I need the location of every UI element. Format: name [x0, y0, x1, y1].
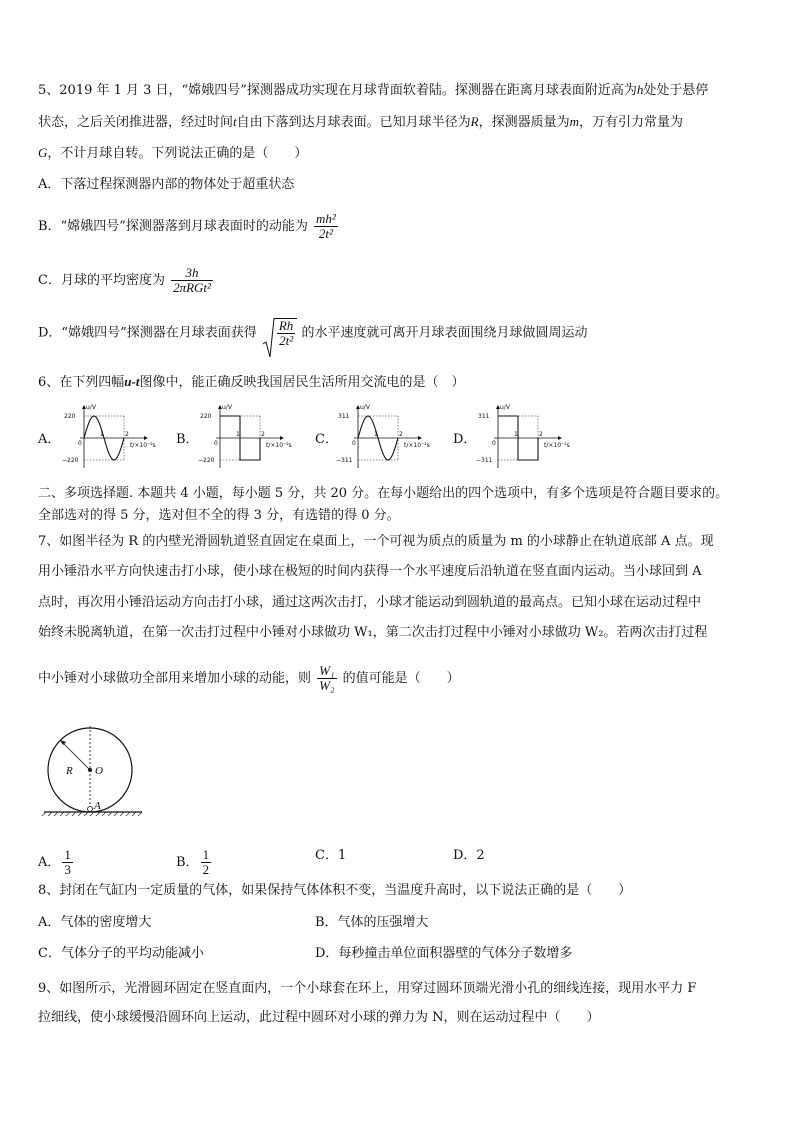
q7-line2: 用小锤沿水平方向快速击打小球，使小球在极短的时间内获得一个水平速度后沿轨道在竖直面内运动。当小球回到 A	[38, 564, 702, 579]
q5-c-fraction: $\frac{3h}{\text{2πRGt²}}$	[173, 265, 211, 295]
q8-option-b: B．气体的压强增大	[315, 915, 429, 930]
q7-line1: 7、如图半径为 R 的内壁光滑圆轨道竖直固定在桌面上，一个可视为质点的质量为 m 的小球静止在轨道底部 A 点。现	[38, 534, 714, 549]
x-axis-arrow-icon	[280, 436, 284, 440]
x-axis-label: t/×10⁻²s	[266, 442, 292, 449]
q5-option-d: D．“嫦娥四号”探测器在月球表面获得 $\frac{Rh}{\text{2t²}}$ 的水平速度就可离开月球表面围绕月球做圆周运动	[38, 318, 587, 348]
sqrt-icon	[263, 318, 275, 358]
q6-stem: 6、在下列四幅u-t图像中，能正确反映我国居民生活所用交流电的是（ ）	[38, 374, 465, 390]
q5-option-c: C．月球的平均密度为 $\frac{3h}{\text{2πRGt²}}$	[38, 265, 211, 295]
q7-option-c: C．1	[315, 848, 347, 863]
q5-d-sqrt: $\frac{Rh}{\text{2t²}}$	[263, 318, 297, 348]
q7-line3: 点时，再次用小锤沿运动方向击打小球，通过这两次击打，小球才能运动到圆轨道的最高点。已知小球在运动过程中	[38, 595, 702, 610]
x-axis-arrow-icon	[418, 436, 422, 440]
q8-option-c: C．气体分子的平均动能减小	[38, 946, 204, 961]
tick-label: 2	[399, 431, 403, 438]
y-axis-label: u/V	[360, 404, 370, 411]
section2-line1: 二、多项选择题. 本题共 4 小题，每小题 5 分，共 20 分。在每小题给出的四个选项中，有多个选项是符合题目要求的。	[38, 486, 729, 501]
q6-graph-c	[336, 402, 436, 472]
q7-option-a: A． $\frac{1}{3}$	[38, 847, 71, 877]
q6-graph-b	[198, 402, 298, 472]
q8-option-d: D．每秒撞击单位面积器壁的气体分子数增多	[315, 946, 573, 961]
origin-label: 0	[214, 440, 218, 447]
x-axis-label: t/×10⁻²s	[130, 442, 156, 449]
tick-label: 1	[236, 431, 240, 438]
q7-line5: 中小锤对小球做功全部用来增加小球的动能，则 $\frac{\text{W₁}}{\text{W₂}}$ 的值可能是（ ）	[38, 663, 460, 693]
y-axis-label: u/V	[222, 404, 232, 411]
bottom-value-label: −311	[476, 457, 493, 464]
tick-label: 1	[514, 431, 518, 438]
q7-figure-o-label: O	[95, 765, 103, 777]
y-axis-label: u/V	[86, 404, 96, 411]
y-axis-label: u/V	[500, 404, 510, 411]
bottom-value-label: −220	[198, 457, 215, 464]
q6-option-d-label: D．	[453, 432, 477, 447]
tick-label: 2	[261, 431, 265, 438]
q5-b-fraction: $\frac{\text{mh²}}{\text{2t²}}$	[316, 211, 336, 241]
q6-option-c-label: C．	[315, 432, 338, 447]
q5-line1: 5、2019 年 1 月 3 日，“嫦娥四号”探测器成功实现在月球背面软着陆。探测器在距离月球表面附近高为h处处于悬停	[38, 82, 709, 98]
section2-line2: 全部选对的得 5 分，选对但不全的得 3 分，有选错的得 0 分。	[38, 508, 400, 523]
q5-option-b: B．“嫦娥四号”探测器落到月球表面时的动能为 $\frac{\text{mh²}}{\text{2t²}}$	[38, 211, 336, 241]
q9-line2: 拉细线，使小球缓慢沿圆环向上运动，此过程中圆环对小球的弹力为 N，则在运动过程中（ ）	[38, 1010, 600, 1025]
q5-option-a: A．下落过程探测器内部的物体处于超重状态	[38, 177, 295, 192]
origin-label: 0	[78, 440, 82, 447]
q9-line1: 9、如图所示，光滑圆环固定在竖直面内，一个小球套在环上，用穿过圆环顶端光滑小孔的细线连接，现用水平力 F	[38, 981, 697, 996]
x-axis-label: t/×10⁻²s	[404, 442, 430, 449]
x-axis-label: t/×10⁻²s	[544, 442, 570, 449]
q6-option-a-label: A．	[38, 432, 61, 447]
q6-graph-a	[62, 402, 162, 472]
q5-h: h	[636, 82, 644, 97]
q7-figure-a-label: A	[94, 800, 101, 812]
q6-graph-d	[476, 402, 576, 472]
q7-figure-r-label: R	[66, 765, 73, 777]
top-value-label: 311	[478, 413, 490, 420]
q7-option-d: D．2	[453, 848, 485, 863]
q5-line3: G，不计月球自转。下列说法正确的是（ ）	[38, 145, 308, 161]
x-axis-arrow-icon	[144, 436, 148, 440]
q8-option-a: A．气体的密度增大	[38, 915, 152, 930]
bottom-value-label: −311	[336, 457, 353, 464]
origin-label: 0	[352, 440, 356, 447]
q8-stem: 8、封闭在气缸内一定质量的气体，如果保持气体体积不变，当温度升高时，以下说法正确的是（ ）	[38, 883, 632, 898]
q7-line4: 始终未脱离轨道，在第一次击打过程中小锤对小球做功 W₁，第二次击打过程中小锤对小球做功 W₂。若两次击打过程	[38, 625, 708, 640]
tick-label: 1	[374, 431, 378, 438]
bottom-value-label: −220	[62, 457, 79, 464]
q7-option-b: B． $\frac{1}{2}$	[176, 847, 210, 877]
tick-label: 2	[539, 431, 543, 438]
top-value-label: 220	[64, 413, 76, 420]
top-value-label: 311	[338, 413, 350, 420]
tick-label: 2	[125, 431, 129, 438]
x-axis-arrow-icon	[558, 436, 562, 440]
q6-option-b-label: B．	[176, 432, 199, 447]
q7-circle-track-figure	[38, 726, 148, 816]
origin-label: 0	[492, 440, 496, 447]
tick-label: 1	[100, 431, 104, 438]
q5-line2: 状态，之后关闭推进器，经过时间t自由下落到达月球表面。已知月球半径为R，探测器质量为m，万有引力常量为	[38, 114, 684, 130]
q7-w-ratio: $\frac{\text{W₁}}{\text{W₂}}$	[319, 663, 335, 693]
top-value-label: 220	[200, 413, 212, 420]
